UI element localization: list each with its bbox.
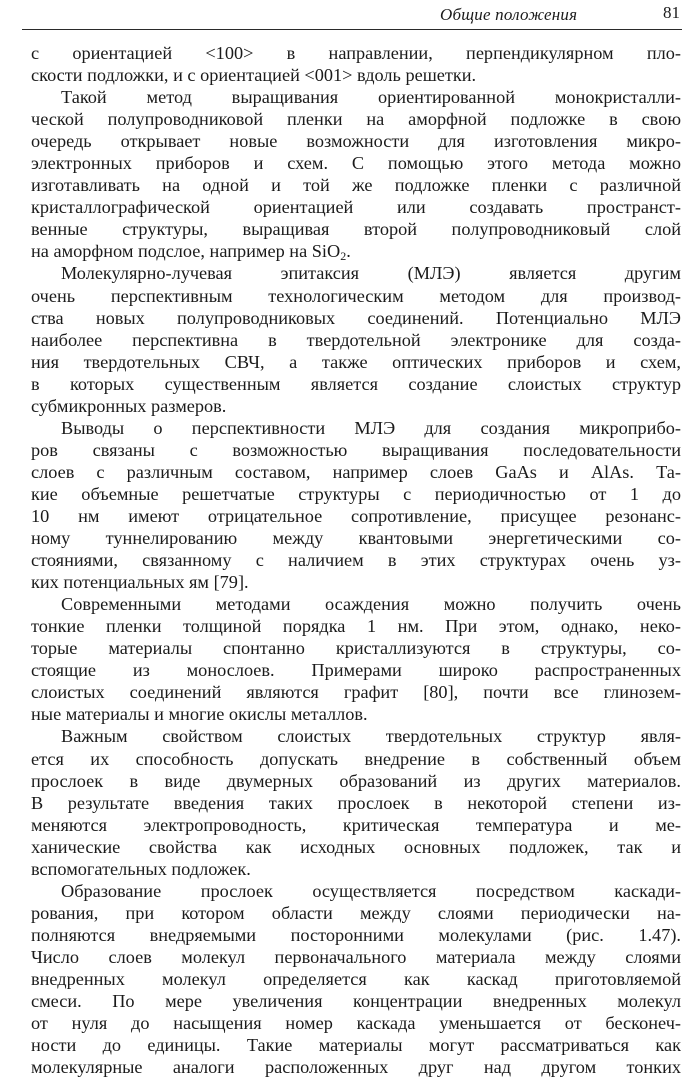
text-line-content: от нуля до насыщения номер каскада уменьшается от бесконеч- [31, 1013, 681, 1034]
text-line [31, 196, 681, 218]
subscript: 2 [340, 249, 347, 263]
page-number: 81 [663, 3, 680, 22]
text-line-content: В результате введения таких прослоек в некоторой степени из- [31, 792, 681, 813]
text-line-content: очередь открывает новые возможности для изготовления микро- [31, 131, 681, 152]
text-line-content: на аморфном подслое, например на SiO [31, 241, 341, 262]
text-line-content: ния твердотельных СВЧ, а также оптических приборов и схем, [31, 351, 681, 372]
running-header [22, 2, 682, 30]
text-line [31, 770, 681, 792]
text-line-content: вспомогательных подложек. [31, 858, 251, 879]
text-line-content: ному туннелированию между квантовыми энергетическими со- [31, 528, 681, 549]
body-text [31, 42, 681, 1078]
text-line [31, 858, 681, 880]
text-line-content: внедренных молекул определяется как каскад приготовляемой [31, 968, 681, 989]
text-line-content: прослоек в виде двумерных образований из других материалов. [31, 770, 681, 791]
text-line-content: ные материалы и многие окислы металлов. [31, 704, 368, 725]
text-line [31, 329, 681, 351]
text-line [31, 593, 681, 615]
text-line [31, 505, 681, 527]
text-line-content: ров связаны с возможностью выращивания последовательности [31, 439, 681, 460]
section-title: Общие положения [440, 5, 578, 24]
text-line [31, 461, 681, 483]
text-line-content: Выводы о перспективности МЛЭ для создания микроприбо- [61, 417, 681, 438]
text-line-content: слоистых соединений являются графит [80], почти все глинозем- [31, 682, 681, 703]
text-line [31, 174, 681, 196]
text-line [31, 924, 681, 946]
text-line-content: ется их способность допускать внедрение в собственный объем [31, 748, 681, 769]
text-line [31, 351, 681, 373]
text-line [31, 108, 681, 130]
text-line [31, 836, 681, 858]
text-line-content: ности до единицы. Такие материалы могут рассматриваться как [31, 1035, 681, 1056]
text-line-content: ханические свойства как исходных основных подложек, так и [31, 836, 681, 857]
text-line-content: ческой полупроводниковой пленки на аморфной подложке в свою [31, 109, 681, 130]
text-line-content: Молекулярно-лучевая эпитаксия (МЛЭ) является другим [61, 263, 681, 284]
text-line-content: Образование прослоек осуществляется посредством каскади- [61, 880, 681, 901]
text-line-content: рования, при котором области между слоями периодически на- [31, 902, 681, 923]
text-line [31, 262, 681, 284]
text-line [31, 615, 681, 637]
text-line-content: венные структуры, выращивая второй полупроводниковый слой [31, 219, 681, 240]
text-line-content: наиболее перспективна в твердотельной электронике для созда- [31, 329, 681, 350]
text-line [31, 1056, 681, 1078]
text-line-suffix: . [346, 241, 351, 262]
text-line-content: Современными методами осаждения можно получить очень [61, 594, 681, 615]
text-line [31, 748, 681, 770]
text-line [31, 1012, 681, 1034]
text-line-content: ства новых полупроводниковых соединений. Потенциально МЛЭ [31, 307, 681, 328]
text-line [31, 285, 681, 307]
text-line [31, 307, 681, 329]
text-line [31, 571, 681, 593]
text-line [31, 395, 681, 417]
text-line-content: в которых существенным является создание слоистых структур [31, 373, 681, 394]
text-line [31, 681, 681, 703]
text-line-content: тонкие пленки толщиной порядка 1 нм. При этом, однако, неко- [31, 616, 681, 637]
text-line-content: изготавливать на одной и той же подложке пленки с различной [31, 175, 681, 196]
text-line [31, 527, 681, 549]
text-line-content: скости подложки, и с ориентацией <001> вдоль решетки. [31, 65, 477, 86]
text-line [31, 1034, 681, 1056]
text-line-content: Число слоев молекул первоначального материала между слоями [31, 946, 681, 967]
text-line-content: слоев с различным составом, например слоев GaAs и AlAs. Та- [31, 461, 681, 482]
text-line [31, 946, 681, 968]
text-line [31, 86, 681, 108]
text-line-content: полняются внедряемыми посторонними молекулами (рис. 1.47). [31, 924, 681, 945]
text-line-content: электронных приборов и схем. С помощью этого метода можно [31, 153, 681, 174]
text-line [31, 152, 681, 174]
text-line-content: кие объемные решетчатые структуры с периодичностью от 1 до [31, 483, 681, 504]
text-line [31, 373, 681, 395]
text-line [31, 637, 681, 659]
text-line-content: с ориентацией <100> в направлении, перпендикулярном пло- [31, 43, 681, 63]
text-line [31, 130, 681, 152]
text-line [31, 42, 681, 64]
text-line-content: очень перспективным технологическим методом для производ- [31, 285, 681, 306]
text-line [31, 417, 681, 439]
text-line-content: молекулярные аналоги расположенных друг над другом тонких [31, 1057, 681, 1078]
text-line-content: кристаллографической ориентацией или создавать пространст- [31, 197, 681, 218]
text-line [31, 439, 681, 461]
text-line [31, 880, 681, 902]
text-line [31, 792, 681, 814]
text-line-content: стояниями, связанному с наличием в этих структурах очень уз- [31, 550, 681, 571]
text-line [31, 218, 681, 240]
text-line [31, 64, 681, 86]
text-line-content: смеси. По мере увеличения концентрации внедренных молекул [31, 991, 681, 1012]
text-line-content: Важным свойством слоистых твердотельных структур явля- [61, 726, 681, 747]
text-line-content: ких потенциальных ям [79]. [31, 572, 249, 593]
text-line-content: 10 нм имеют отрицательное сопротивление, присущее резонанс- [31, 505, 681, 526]
text-line [31, 814, 681, 836]
text-line-content: торые материалы спонтанно кристаллизуются в структуры, со- [31, 638, 681, 659]
text-line [31, 549, 681, 571]
text-line [31, 990, 681, 1012]
text-line [31, 902, 681, 924]
text-line-content: стоящие из монослоев. Примерами широко распространенных [31, 660, 681, 681]
text-line [31, 968, 681, 990]
text-line [31, 659, 681, 681]
text-line-content: меняются электропроводность, критическая температура и ме- [31, 814, 681, 835]
text-line [31, 483, 681, 505]
text-line-content: субмикронных размеров. [31, 395, 227, 416]
text-line [31, 725, 681, 747]
text-line [31, 703, 681, 725]
text-line-content: Такой метод выращивания ориентированной монокристалли- [61, 87, 681, 108]
text-line [31, 240, 681, 262]
